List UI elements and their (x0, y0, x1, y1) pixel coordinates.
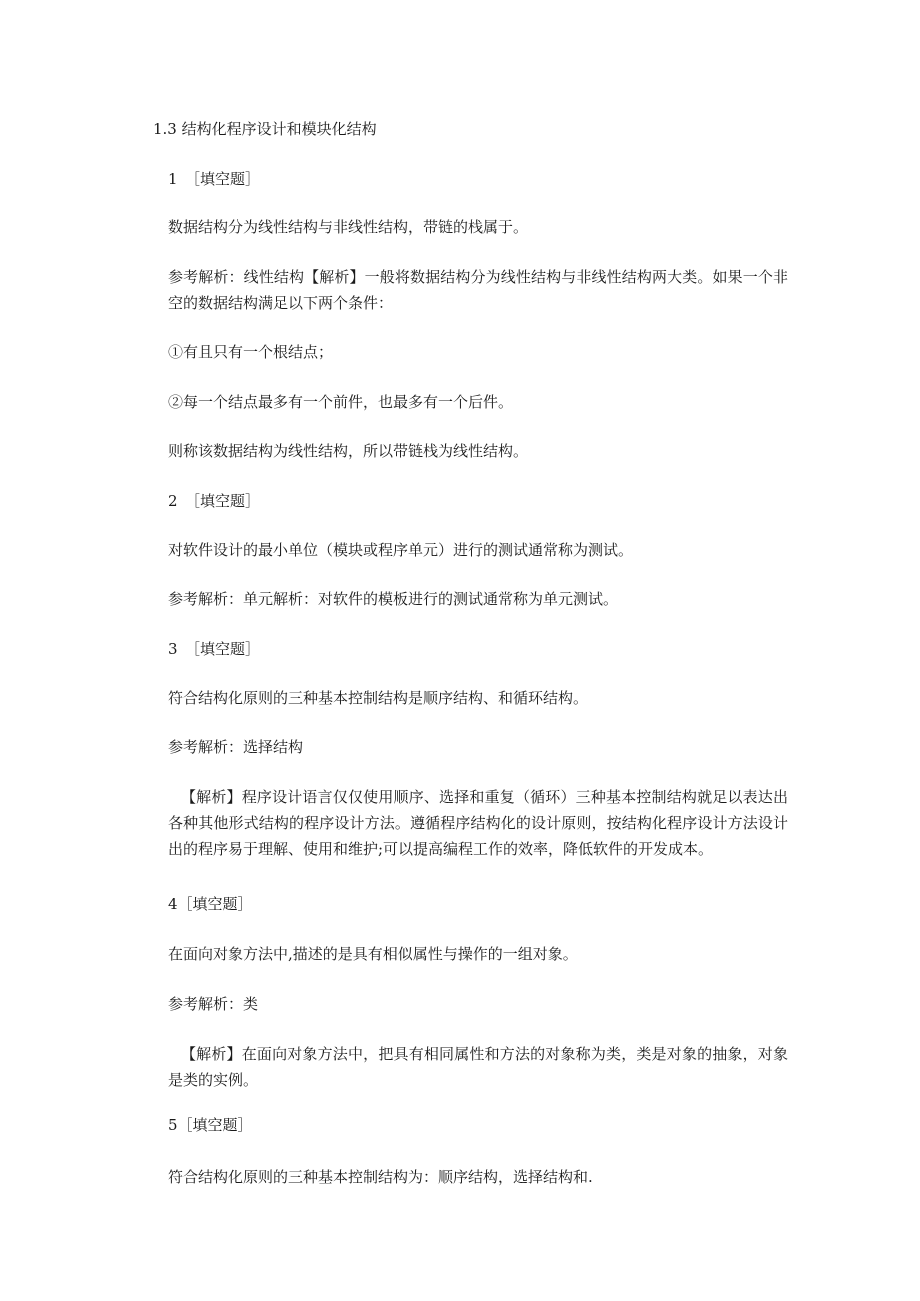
question-1-header: 1 ［填空题］ (168, 170, 261, 188)
question-2-text: 对软件设计的最小单位（模块或程序单元）进行的测试通常称为测试。 (168, 541, 634, 559)
question-1-conclusion: 则称该数据结构为线性结构，所以带链栈为线性结构。 (168, 442, 529, 460)
question-3-header: 3 ［填空题］ (168, 640, 261, 658)
question-4-explanation: 【解析】在面向对象方法中，把具有相同属性和方法的对象称为类，类是对象的抽象，对象是类的实例。 (168, 1045, 788, 1089)
question-3-answer: 参考解析：选择结构 (168, 738, 304, 756)
question-4-text: 在面向对象方法中,描述的是具有相似属性与操作的一组对象。 (168, 945, 578, 963)
question-3-explanation: 【解析】程序设计语言仅仅使用顺序、选择和重复（循环）三种基本控制结构就足以表达出各种其他形式结构的程序设计方法。遵循程序结构化的设计原则，按结构化程序设计方法设计出的程序易于理解、使用和维护;可以提高编程工作的效率，降低软件的开发成本。 (168, 788, 788, 858)
question-2-header: 2 ［填空题］ (168, 492, 261, 510)
question-1-text: 数据结构分为线性结构与非线性结构，带链的栈属于。 (168, 218, 529, 236)
question-4-answer: 参考解析：类 (168, 995, 259, 1013)
question-4-header: 4［填空题］ (168, 895, 253, 913)
question-5-header: 5［填空题］ (168, 1116, 253, 1134)
question-1-condition-1: ①有且只有一个根结点； (168, 343, 334, 361)
question-1-answer: 参考解析：线性结构【解析】一般将数据结构分为线性结构与非线性结构两大类。如果一个非空的数据结构满足以下两个条件： (168, 268, 788, 312)
question-5-text: 符合结构化原则的三种基本控制结构为：顺序结构，选择结构和. (168, 1168, 593, 1186)
question-2-answer: 参考解析：单元解析：对软件的模板进行的测试通常称为单元测试。 (168, 590, 619, 608)
question-3-text: 符合结构化原则的三种基本控制结构是顺序结构、和循环结构。 (168, 689, 589, 707)
question-1-condition-2: ②每一个结点最多有一个前件，也最多有一个后件。 (168, 393, 514, 411)
section-title: 1.3 结构化程序设计和模块化结构 (153, 120, 377, 138)
